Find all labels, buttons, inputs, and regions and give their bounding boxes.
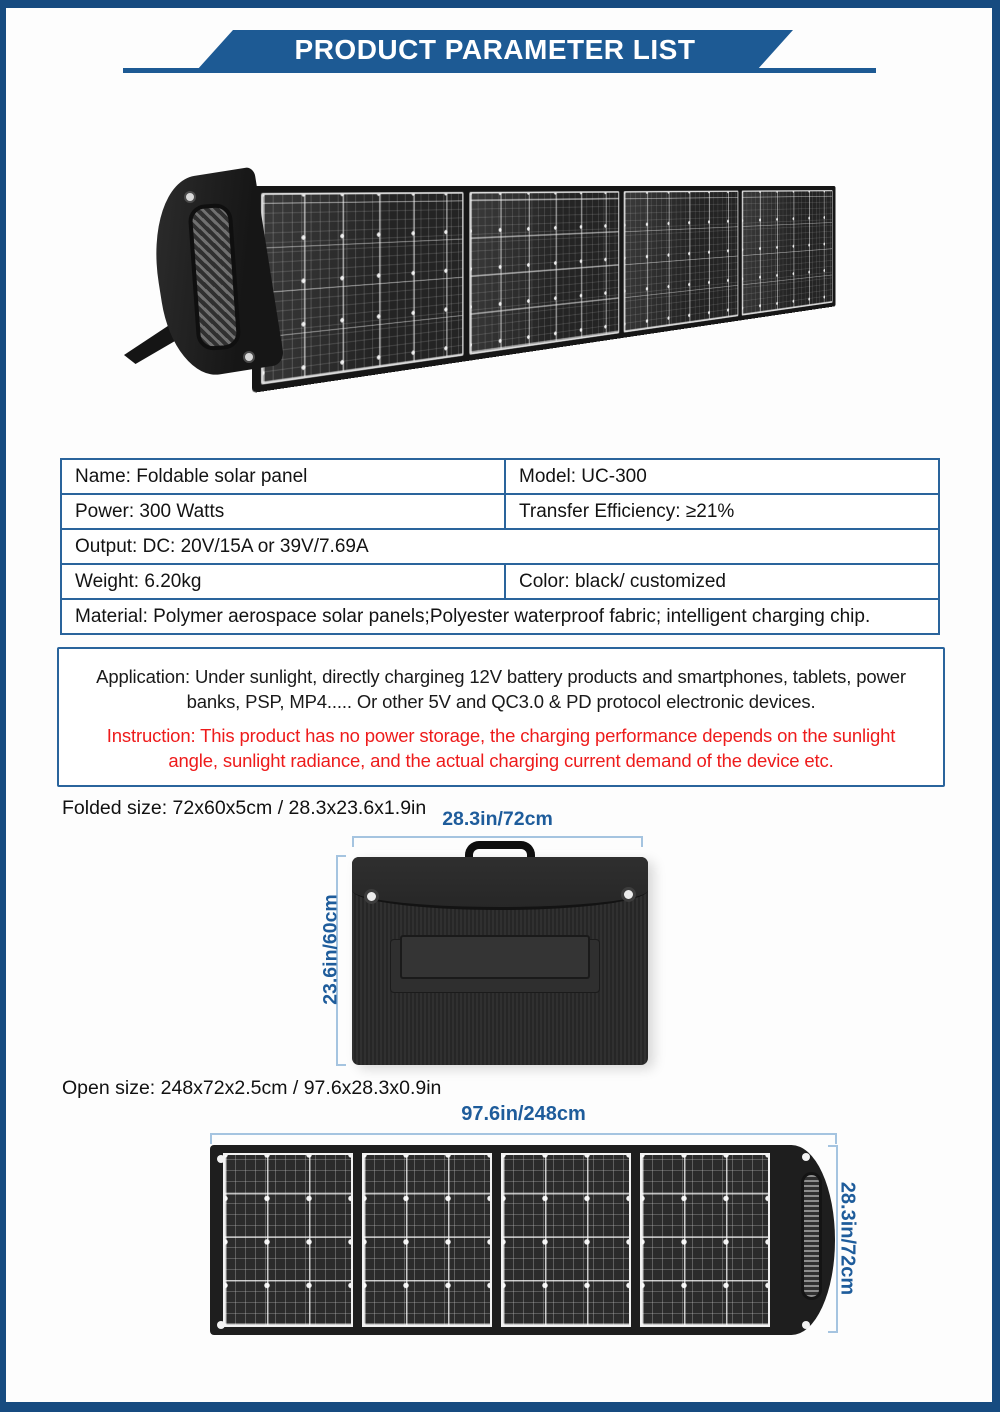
mesh-pocket [187, 203, 241, 352]
eyelet [243, 351, 255, 363]
unfolded-panel-strip [252, 186, 836, 393]
param-color: Color: black/ customized [519, 570, 726, 592]
bag-flap [352, 857, 648, 910]
open-height-dimension: 28.3in/72cm [836, 1181, 859, 1296]
table-row [62, 528, 938, 563]
table-row [62, 493, 938, 528]
folded-size-label: Folded size: 72x60x5cm / 28.3x23.6x1.9in [62, 797, 427, 819]
bag-rivet-left [364, 889, 379, 904]
table-row [62, 563, 938, 598]
parameter-table [60, 458, 940, 635]
open-size-label: Open size: 248x72x2.5cm / 97.6x28.3x0.9in [62, 1077, 442, 1099]
param-name: Name: Foldable solar panel [62, 460, 506, 493]
solar-panel-section-2 [362, 1153, 492, 1327]
param-power: Power: 300 Watts [62, 495, 506, 528]
param-efficiency: Transfer Efficiency: ≥21% [519, 500, 735, 522]
application-line-2: banks, PSP, MP4..... Or other 5V and QC3.0 & PD protocol electronic devices. [186, 691, 816, 712]
bag-pocket [400, 935, 590, 979]
folded-bag-image [352, 857, 648, 1065]
param-output: Output: DC: 20V/15A or 39V/7.69A [75, 535, 369, 557]
page-title: PRODUCT PARAMETER LIST [294, 34, 696, 65]
mesh-vent [804, 1175, 819, 1297]
table-row [62, 598, 938, 633]
application-line-1: Application: Under sunlight, directly chargineg 12V battery products and smartphones, tablets, power [96, 666, 906, 687]
eyelet [217, 1321, 225, 1329]
param-model: Model: UC-300 [519, 465, 647, 487]
solar-panel-section-2 [470, 191, 619, 355]
instruction-line-2: angle, sunlight radiance, and the actual charging current demand of the device etc. [168, 750, 834, 771]
solar-panel-section-1 [223, 1153, 353, 1327]
instruction-line-1: Instruction: This product has no power storage, the charging performance depends on the sunlight [106, 725, 896, 746]
instruction-text [59, 723, 943, 773]
application-text [59, 664, 943, 714]
open-width-dimension: 97.6in/248cm [461, 1103, 586, 1125]
eyelet [184, 191, 196, 203]
folded-width-dimension: 28.3in/72cm [442, 808, 553, 830]
table-row [62, 460, 938, 493]
solar-panel-section-3 [501, 1153, 631, 1327]
eyelet [802, 1153, 810, 1161]
notes-box [57, 647, 945, 787]
param-weight: Weight: 6.20kg [62, 565, 506, 598]
eyelet [802, 1321, 810, 1329]
solar-panel-section-4 [640, 1153, 770, 1327]
solar-panel-section-4 [742, 190, 833, 316]
open-panel-sections [223, 1153, 770, 1327]
eyelet [217, 1155, 225, 1163]
open-width-bracket [210, 1133, 837, 1144]
folded-height-dimension: 23.6in/60cm [319, 894, 342, 1005]
bag-rivet-right [621, 887, 636, 902]
param-material: Material: Polymer aerospace solar panels;Polyester waterproof fabric; intelligent charging chip. [75, 605, 871, 627]
solar-panel-section-3 [623, 191, 738, 333]
solar-panel-section-1 [261, 192, 464, 385]
product-photo [110, 158, 900, 416]
open-panel-image [210, 1145, 835, 1335]
